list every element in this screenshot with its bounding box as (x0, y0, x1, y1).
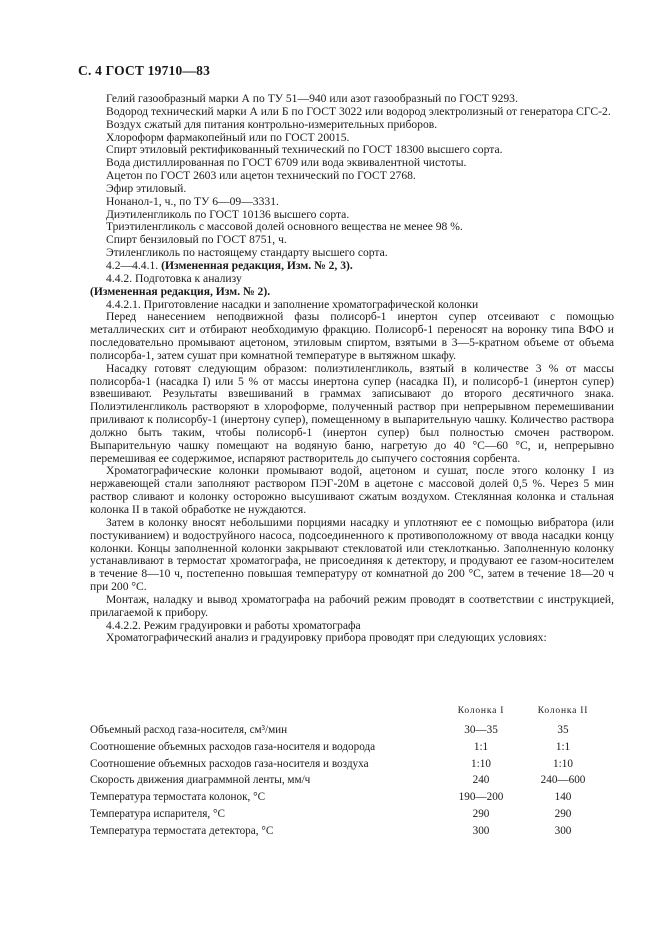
parameter-cell: Соотношение объемных расходов газа-носителя и воздуха (90, 757, 369, 770)
page-header: С. 4 ГОСТ 19710—83 (78, 63, 211, 78)
value-cell: 300 (472, 824, 490, 837)
column-header-column-1: Колонка I (457, 706, 505, 716)
parameter-cell: Скорость движения диаграммной ленты, мм/ч (90, 774, 311, 787)
paragraph: Хлороформ фармакопейный или по ГОСТ 20015. (106, 130, 350, 144)
amendment-text: (Измененная редакция, Изм. № 2). (90, 284, 271, 298)
table-row (90, 741, 610, 758)
table-row (90, 808, 610, 825)
table-header-row (90, 706, 610, 724)
body-text (90, 93, 614, 645)
value-cell: 1:10 (471, 757, 491, 770)
paragraph: Ацетон по ГОСТ 2603 или ацетон технический по ГОСТ 2768. (106, 169, 416, 183)
paragraph: Нонанол-1, ч., по ТУ 6—09—3331. (106, 194, 279, 208)
section-heading: 4.4.2.2. Режим градуировки и работы хроматографа (106, 618, 361, 632)
amendment-text: (Измененная редакция, Изм. № 2, 3). (161, 258, 353, 272)
value-cell: 1:1 (555, 740, 571, 753)
paragraph: Насадку готовят следующим образом: полиэтиленгликоль, взятый в количестве 3 % от массы полисорба-1 (насадка I) или 5 % от массы инертона супер (насадка II), и полисорб-1 (инертон супер) взвешивают. Результаты взвешиваний в граммах записывают до второго десятичного знака. Полиэтиленгликоль растворяют в хлороформе, полученный раствор при непрерывном перемешивании приливают к полисорбу-1 (инертону супер), помещенному в выпарительную чашку. Количество раствора должно быть таким, чтобы полисорб-1 (инертон супер) был полностью смочен раствором. Выпарительную чашку помещают на водяную баню, нагретую до 40 °С—60 °С, и, непрерывно перемешивая ее содержимое, испаряют растворитель до сыпучего состояния сорбента. (90, 361, 614, 465)
value-cell: 240 (472, 774, 490, 787)
parameter-cell: Объемный расход газа-носителя, см³/мин (90, 724, 288, 736)
parameter-cell: Температура испарителя, °С (90, 807, 225, 820)
section-heading: 4.4.2.1. Приготовление насадки и заполнение хроматографической колонки (106, 297, 479, 311)
parameter-cell: Температура термостата детектора, °С (90, 824, 274, 837)
paragraph: Хроматографический анализ и градуировку прибора проводят при следующих условиях: (106, 631, 547, 645)
paragraph: Этиленгликоль по настоящему стандарту высшего сорта. (106, 246, 388, 260)
paragraph: Хроматографические колонки промывают водой, ацетоном и сушат, после этого колонку I из нержавеющей стали заполняют раствором ПЭГ-20М в ацетоне с массовой долей 0,5 %. Через 5 мин раствор сливают и колонку осторожно высушивают сжатым воздухом. Стеклянная колонка и стальная колонка II в такой обработке не нуждаются. (90, 464, 614, 516)
value-cell: 1:10 (553, 757, 573, 770)
value-cell: 140 (554, 791, 572, 804)
paragraph: Водород технический марки А или Б по ГОСТ 3022 или водород электролизный от генератора СГС-2. (106, 104, 611, 118)
amendment-note (90, 286, 614, 299)
table-row (90, 825, 610, 842)
value-cell: 300 (554, 824, 572, 837)
value-cell: 35 (557, 724, 569, 736)
table-row (90, 758, 610, 775)
paragraph: Спирт этиловый ректификованный технический по ГОСТ 18300 высшего сорта. (106, 143, 503, 157)
amendment-note (90, 260, 614, 273)
parameter-cell: Соотношение объемных расходов газа-носителя и водорода (90, 740, 376, 753)
paragraph: Вода дистиллированная по ГОСТ 6709 или вода эквивалентной чистоты. (106, 156, 467, 170)
paragraph: Монтаж, наладку и вывод хроматографа на рабочий режим проводят в соответствии с инструкцией, прилагаемой к прибору. (90, 592, 614, 619)
paragraph: Эфир этиловый. (106, 181, 187, 195)
value-cell: 240—600 (540, 774, 586, 787)
paragraph: Спирт бензиловый по ГОСТ 8751, ч. (106, 233, 287, 247)
value-cell: 30—35 (464, 724, 498, 736)
table-row (90, 791, 610, 808)
conditions-table (90, 706, 610, 842)
value-cell: 1:1 (473, 740, 489, 753)
section-number: 4.2—4.4.1. (106, 258, 162, 272)
paragraph: Затем в колонку вносят небольшими порциями насадку и уплотняют ее с помощью вибратора (или постукиванием) и водоструйного насоса, подсоединенного к противоположному от ввода насадки концу колонки. Концы заполненной колонки закрывают стекловатой или стеклотканью. Заполненную колонку устанавливают в термостат хроматографа, не присоединяя к детектору, и продувают ее газом-носителем в течение 8—10 ч, постепенно повышая температуру от комнатной до 200 °С, затем в течение 18—20 ч при 200 °С. (90, 515, 614, 594)
paragraph: Воздух сжатый для питания контрольно-измерительных приборов. (106, 117, 438, 131)
paragraph: Гелий газообразный марки А по ТУ 51—940 или азот газообразный по ГОСТ 9293. (106, 92, 518, 105)
value-cell: 290 (472, 807, 490, 820)
section-heading: 4.4.2. Подготовка к анализу (106, 271, 242, 285)
column-header (90, 706, 446, 724)
table-row (90, 774, 610, 791)
paragraph: Диэтиленгликоль по ГОСТ 10136 высшего сорта. (106, 207, 350, 221)
paragraph: Триэтиленгликоль с массовой долей основного вещества не менее 98 %. (106, 220, 463, 234)
value-cell: 190—200 (458, 791, 504, 804)
table-row (90, 724, 610, 741)
paragraph: Перед нанесением неподвижной фазы полисорб-1 инертон супер отсеивают с помощью металлических сит и отбирают необходимую фракцию. Полисорб-1 переносят на воронку типа ВФО и последовательно промывают ацетоном, этиловым спиртом, взятыми в 3—5-кратном объеме от объема полисорба-1, затем сушат при комнатной температуре в вытяжном шкафу. (90, 310, 614, 362)
value-cell: 290 (554, 807, 572, 820)
parameter-cell: Температура термостата колонок, °С (90, 791, 266, 804)
column-header-column-2: Колонка II (537, 706, 589, 716)
